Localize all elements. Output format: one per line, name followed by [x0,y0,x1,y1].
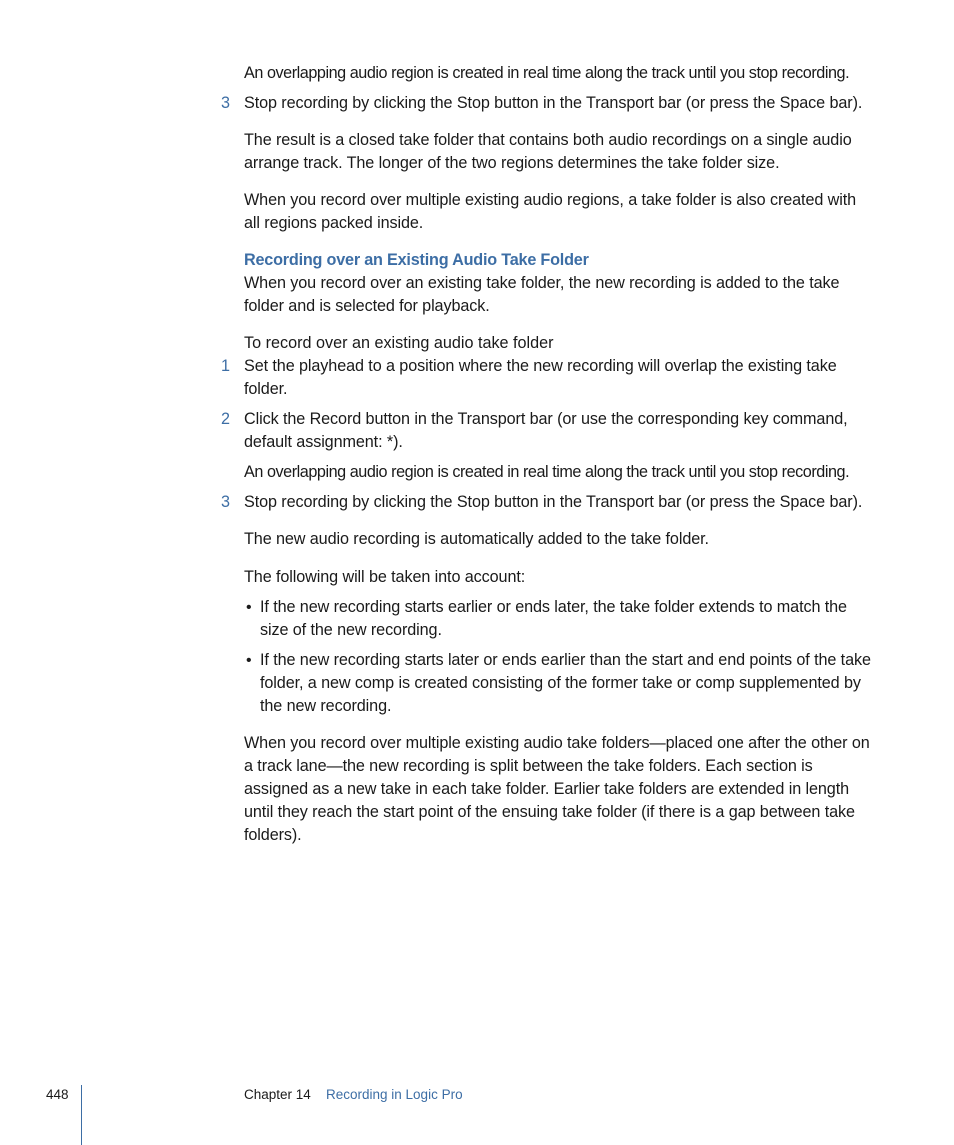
paragraph-added: The new audio recording is automatically added to the take folder. [244,530,709,548]
paragraph-following: The following will be taken into account: [244,568,526,586]
bullet-text: If the new recording starts later or ends earlier than the start and end points of the take folder, a new comp is created consisting of the former take or comp supplemented by the new recording. [260,651,871,715]
footer-chapter-title: Recording in Logic Pro [326,1087,463,1102]
page-number: 448 [46,1087,69,1102]
paragraph-multiple-regions: When you record over multiple existing audio regions, a take folder is also created with all regions packed inside. [244,191,857,232]
step-number: 3 [221,493,231,511]
footer-divider [81,1085,82,1145]
paragraph-overlap-1: An overlapping audio region is created in real time along the track until you stop recording. [244,64,850,82]
paragraph-overlap-2: An overlapping audio region is created in real time along the track until you stop recording. [244,463,850,481]
step-number: 3 [221,94,231,112]
step-number: 2 [221,410,231,428]
section-heading: Recording over an Existing Audio Take Folder [244,251,589,269]
footer-chapter-label: Chapter 14 [244,1087,311,1102]
paragraph-result: The result is a closed take folder that contains both audio recordings on a single audio arrange track. The longer of the two regions determines the take folder size. [244,131,852,172]
step-text: Set the playhead to a position where the new recording will overlap the existing take folder. [244,357,837,398]
bullet-marker: • [246,652,252,669]
step-text: Stop recording by clicking the Stop button in the Transport bar (or press the Space bar). [244,493,863,511]
step-text: Stop recording by clicking the Stop button in the Transport bar (or press the Space bar). [244,94,863,112]
bullet-text: If the new recording starts earlier or ends later, the take folder extends to match the size of the new recording. [260,598,847,639]
task-title: To record over an existing audio take folder [244,334,554,352]
step-number: 1 [221,357,231,375]
paragraph-intro: When you record over an existing take folder, the new recording is added to the take folder and is selected for playback. [244,274,840,315]
step-text: Click the Record button in the Transport bar (or use the corresponding key command, default assignment: *). [244,410,848,451]
bullet-marker: • [246,599,252,616]
paragraph-take-folders: When you record over multiple existing audio take folders—placed one after the other on a track lane—the new recording is split between the take folders. Each section is assigned as a new take in each take folder. Earlier take folders are extended in length until they reach the start point of the ensuing take folder (if there is a gap between take folders). [244,734,870,844]
